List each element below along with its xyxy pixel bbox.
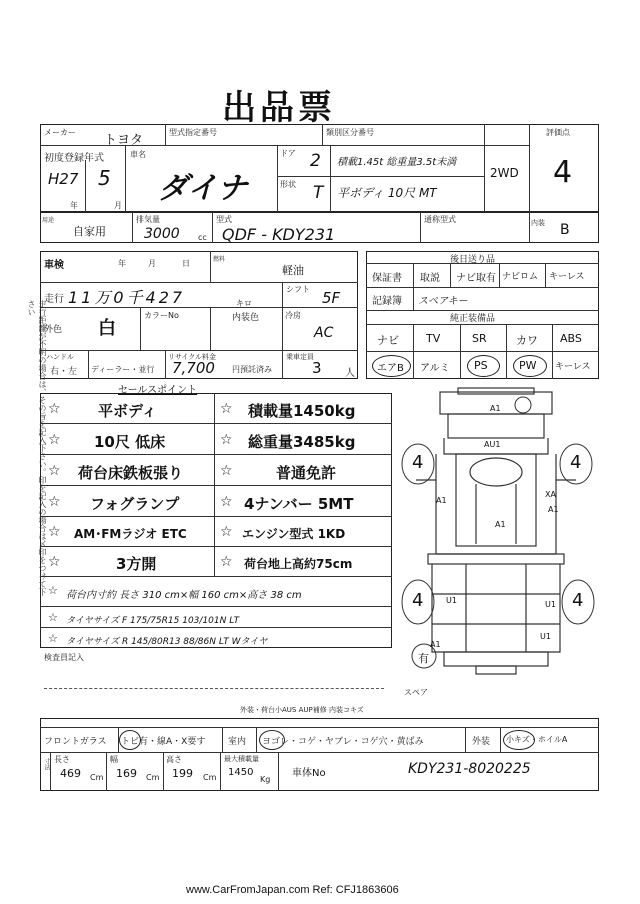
footer-watermark: www.CarFromJapan.com Ref: CFJ1863606 — [186, 884, 399, 896]
page-title: 出品票 — [222, 88, 336, 128]
option-pw: PW — [519, 359, 537, 372]
star-icon: ☆ — [48, 463, 61, 479]
exterior-label: 外装 — [472, 737, 491, 747]
after-item-keyless: キーレス — [549, 272, 585, 282]
shape-value: T — [313, 183, 324, 203]
sales-point-1a: 平ボディ — [98, 402, 157, 420]
drive-value: 2WD — [490, 166, 519, 180]
capacity-unit: 人 — [345, 368, 355, 379]
ac-value: AC — [314, 325, 334, 341]
door-label: ドア — [280, 149, 296, 158]
star-icon: ☆ — [48, 524, 61, 540]
star-icon: ☆ — [220, 432, 233, 448]
sales-point-3a: 荷台床鉄板張り — [78, 464, 184, 482]
mark-a1-rear: A1 — [430, 640, 441, 649]
exterior-value: 小キズ・ホイルA — [506, 735, 568, 744]
handle-label: ハンドル — [46, 353, 74, 361]
option-airbag: エアB — [377, 363, 404, 374]
color-no-label: カラーNo — [144, 311, 179, 320]
chassis-value: KDY231-8020225 — [408, 761, 531, 777]
km-label: キロ — [236, 299, 252, 308]
length-unit: Cm — [90, 773, 104, 782]
after-item-navi: ナビ取有 — [456, 273, 496, 284]
type-code-label: 型式指定番号 — [169, 128, 217, 137]
cargo-dimensions: 荷台内寸約 長さ 310 cm×幅 160 cm×高さ 38 cm — [66, 590, 302, 601]
sales-point-1b: 積載量1450kg — [248, 402, 356, 420]
class-code-label: 類別区分番号 — [326, 128, 374, 137]
mark-u1-right: U1 — [545, 600, 556, 609]
interior-value: ヨゴレ・コゲ・ヤブレ・コゲ穴・黄ばみ — [262, 737, 424, 747]
maker-value: トヨタ — [104, 133, 144, 148]
displacement-value: 3000 — [144, 226, 180, 242]
capacity-value: 3 — [312, 359, 322, 377]
after-item-warranty: 保証書 — [372, 273, 402, 284]
mark-a1-center: A1 — [495, 520, 506, 529]
inspection-day-label: 日 — [182, 259, 190, 268]
spec-line-2: 平ボディ 10尺 MT — [337, 186, 437, 200]
cc-unit: cc — [198, 233, 207, 242]
reg-year: H27 — [48, 170, 79, 188]
color-label: 外色 — [44, 325, 63, 335]
record-value: スペアキー — [418, 296, 468, 307]
shift-label: シフト — [286, 285, 310, 294]
option-alloy: アルミ — [420, 363, 450, 374]
dealer-value: ディーラー・並行 — [91, 365, 155, 374]
model-label: 型式 — [216, 215, 232, 224]
length-value: 469 — [60, 767, 81, 780]
mark-a1-top: A1 — [490, 404, 501, 413]
option-leather: カワ — [516, 334, 538, 347]
option-tv: TV — [426, 332, 441, 345]
star-icon: ☆ — [48, 494, 61, 510]
max-load-label: 最大積載量 — [224, 755, 259, 763]
windshield-label: フロントガラス — [44, 737, 107, 747]
mark-u1-mid: U1 — [540, 632, 551, 641]
interior-label: 室内 — [228, 737, 247, 747]
inspection-month-label: 月 — [148, 259, 156, 268]
sales-point-6a: 3方開 — [116, 555, 157, 573]
month-label: 月 — [114, 201, 122, 210]
record-label: 記録簿 — [372, 296, 402, 307]
shape-label: 形状 — [280, 180, 296, 189]
star-icon: ☆ — [220, 463, 233, 479]
capacity-label: 乗車定員 — [286, 353, 314, 361]
inspection-label: 車検 — [44, 260, 64, 271]
side-note: 走行距離が不明の場合は、その旨を記入下さい。印を記入の場合は〆印をつけて下さい — [27, 300, 47, 596]
width-unit: Cm — [146, 773, 160, 782]
star-icon: ☆ — [220, 494, 233, 510]
after-item-manual: 取説 — [420, 273, 440, 284]
option-navi: ナビ — [377, 334, 399, 347]
option-sr: SR — [472, 332, 487, 345]
shift-value: 5F — [322, 289, 341, 307]
model-value: QDF - KDY231 — [222, 225, 336, 244]
options-label: 純正装備品 — [450, 314, 496, 324]
length-label: 長さ — [54, 755, 70, 764]
star-icon: ☆ — [48, 554, 61, 570]
sales-point-3b: 普通免許 — [276, 464, 337, 482]
option-abs: ABS — [560, 332, 582, 345]
sales-point-5b: エンジン型式 1KD — [242, 527, 346, 541]
width-label: 幅 — [110, 755, 118, 764]
use-value: 自家用 — [73, 225, 106, 238]
maker-label: メーカー — [44, 128, 76, 137]
star-icon: ☆ — [220, 524, 233, 540]
tire-rear-right-grade: 4 — [572, 590, 584, 611]
recycle-unit: 円預託済み — [232, 365, 272, 374]
sales-point-5a: AM･FMラジオ ETC — [74, 527, 187, 541]
sales-point-2b: 総重量3485kg — [248, 433, 356, 451]
dims-label: 寸法 — [43, 758, 50, 770]
height-unit: Cm — [203, 773, 217, 782]
car-name-label: 車名 — [130, 150, 146, 159]
after-items-label: 後日送り品 — [450, 255, 496, 265]
option-keyless: キーレス — [555, 362, 591, 372]
interior-grade-value: B — [560, 222, 570, 238]
star-icon: ☆ — [48, 611, 58, 624]
inspection-year-label: 年 — [118, 259, 126, 268]
sales-point-4a: フォグランプ — [90, 495, 180, 513]
tire-front-right-grade: 4 — [570, 452, 582, 473]
width-value: 169 — [116, 767, 137, 780]
mileage-value: 11万0千427 — [68, 288, 186, 307]
grade-label: 評価点 — [546, 128, 570, 137]
mileage-label: 走行 — [44, 294, 64, 305]
spare-mark: 有 — [418, 652, 429, 665]
truck-damage-diagram — [396, 384, 600, 694]
year-label: 年 — [70, 201, 78, 210]
color-value: 白 — [98, 318, 116, 339]
transmission-label: 通称型式 — [424, 215, 456, 224]
bottom-note: 外装・荷台小AUS AUP補修 内装コキズ — [240, 706, 364, 714]
door-value: 2 — [310, 151, 321, 171]
condition-block — [40, 718, 599, 791]
recycle-value: 7,700 — [172, 359, 215, 377]
fuel-label: 燃料 — [213, 256, 226, 263]
after-item-navirom: ナビロム — [502, 272, 539, 282]
sales-point-6b: 荷台地上高約75cm — [244, 557, 353, 571]
option-ps: PS — [474, 359, 488, 372]
tire-rear-left-grade: 4 — [412, 590, 424, 611]
mark-a1-right: A1 — [548, 505, 559, 514]
max-load-value: 1450 — [228, 767, 254, 778]
height-label: 高さ — [166, 755, 182, 764]
mark-au1: AU1 — [484, 440, 501, 449]
recycle-label: リサイクル料金 — [168, 353, 217, 361]
tire-size-front: タイヤサイズ F 175/75R15 103/101N LT — [66, 616, 240, 626]
tire-size-rear: タイヤサイズ R 145/80R13 88/86N LT Wタイヤ — [66, 637, 268, 647]
spec-line-1: 積載1.45t 総重量3.5t未満 — [337, 157, 457, 168]
inspector-label: 検査員記入 — [44, 653, 84, 662]
star-icon: ☆ — [220, 401, 233, 417]
grade-value: 4 — [553, 155, 573, 190]
height-value: 199 — [172, 767, 193, 780]
interior-color-label: 内装色 — [232, 313, 260, 323]
windshield-value: トビ有・線A・X要す — [121, 737, 206, 747]
chassis-label: 車体No — [292, 768, 326, 779]
use-label: 用途 — [42, 217, 55, 224]
mark-u1-left: U1 — [446, 596, 457, 605]
mark-a1-left: A1 — [436, 496, 447, 505]
interior-grade-label: 内装 — [531, 219, 545, 227]
reg-month: 5 — [98, 166, 111, 190]
sales-point-4b: 4ナンバー 5MT — [244, 495, 354, 513]
sales-points-label: セールスポイント — [118, 385, 198, 396]
fuel-value: 軽油 — [282, 264, 304, 277]
sales-point-2a: 10尺 低床 — [94, 433, 166, 451]
star-icon: ☆ — [220, 554, 233, 570]
star-icon: ☆ — [48, 401, 61, 417]
mark-xa: XA — [545, 490, 556, 499]
star-icon: ☆ — [48, 584, 58, 597]
displacement-label: 排気量 — [136, 215, 160, 224]
tire-front-left-grade: 4 — [412, 452, 424, 473]
spare-label: スペア — [404, 688, 428, 697]
star-icon: ☆ — [48, 432, 61, 448]
ac-label: 冷房 — [285, 311, 301, 320]
max-load-unit: Kg — [260, 775, 271, 784]
reg-label: 初度登録年式 — [44, 153, 104, 164]
star-icon: ☆ — [48, 632, 58, 645]
handle-value: 右・左 — [50, 367, 78, 377]
car-name-value: ダイナ — [158, 171, 248, 206]
